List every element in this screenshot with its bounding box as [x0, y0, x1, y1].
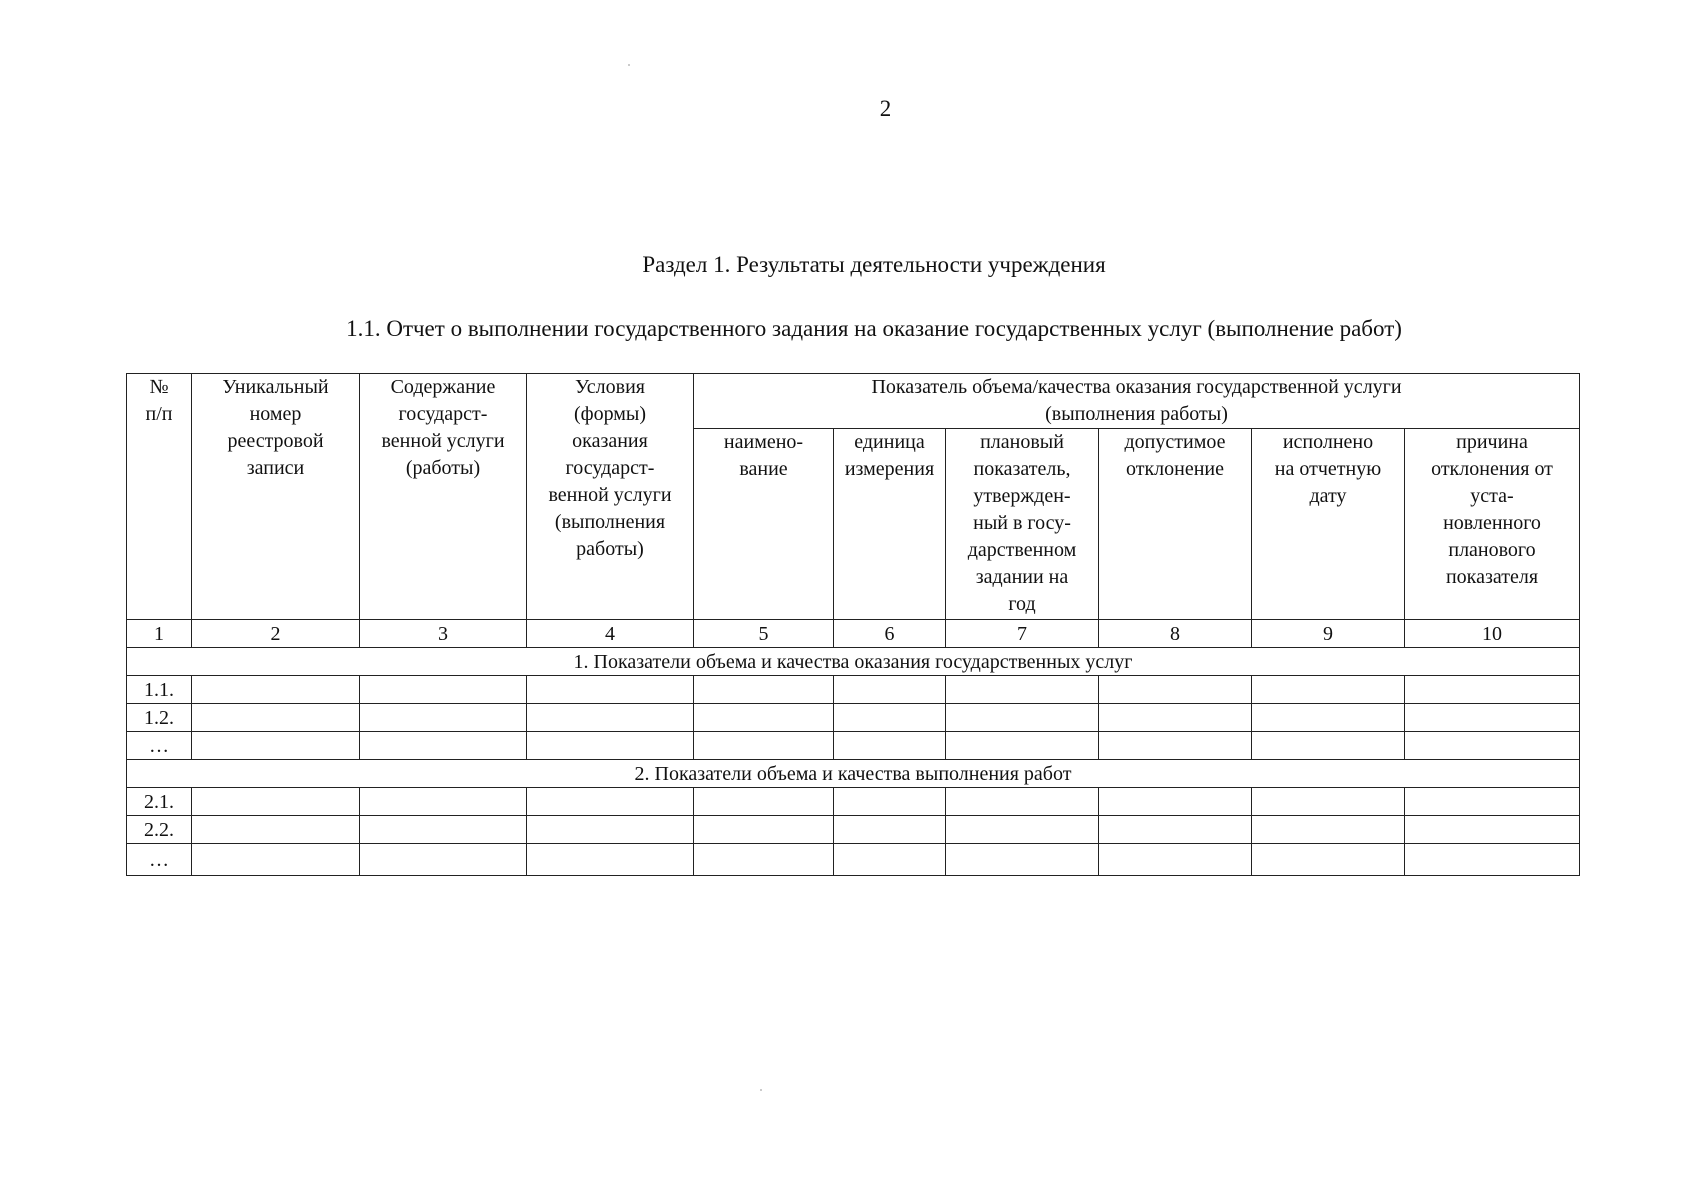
table-row [127, 844, 1580, 876]
row-number: 1.1. [127, 676, 192, 704]
table-cell [946, 844, 1099, 876]
table-cell [1099, 676, 1252, 704]
section-row-services [127, 648, 1580, 676]
table-cell [1405, 676, 1580, 704]
column-number-row [127, 620, 1580, 648]
table-cell [834, 816, 946, 844]
table-cell [527, 676, 694, 704]
column-number: 3 [360, 620, 527, 648]
table-cell [1099, 844, 1252, 876]
header-unique-record-number: Уникальный номер реестровой записи [192, 374, 360, 620]
row-number: … [127, 844, 192, 876]
column-number: 8 [1099, 620, 1252, 648]
header-name: наимено- вание [694, 429, 834, 620]
column-number: 2 [192, 620, 360, 648]
table-cell [694, 844, 834, 876]
header-allowed-deviation: допустимое отклонение [1099, 429, 1252, 620]
table-cell [527, 844, 694, 876]
table-cell [360, 676, 527, 704]
header-service-conditions: Условия (формы) оказания государст- венной услуги (выполнения работы) [527, 374, 694, 620]
table-cell [694, 732, 834, 760]
table-cell [192, 816, 360, 844]
table-cell [360, 844, 527, 876]
table-cell [1252, 732, 1405, 760]
table-row [127, 816, 1580, 844]
row-number: … [127, 732, 192, 760]
column-number: 9 [1252, 620, 1405, 648]
table-cell [1405, 844, 1580, 876]
table-cell [1405, 816, 1580, 844]
table-cell [1405, 704, 1580, 732]
table-row [127, 788, 1580, 816]
table-cell [1099, 732, 1252, 760]
table-cell [946, 816, 1099, 844]
table-row [127, 704, 1580, 732]
header-number: № п/п [127, 374, 192, 620]
column-number: 10 [1405, 620, 1580, 648]
table-cell [694, 816, 834, 844]
table-cell [192, 704, 360, 732]
header-row-top [127, 374, 1580, 429]
header-planned-value: плановый показатель, утвержден- ный в госу- дарственном задании на год [946, 429, 1099, 620]
row-number: 2.2. [127, 816, 192, 844]
table-cell [946, 676, 1099, 704]
header-indicator-group: Показатель объема/качества оказания государственной услуги (выполнения работы) [694, 374, 1580, 429]
column-number: 1 [127, 620, 192, 648]
table-cell [834, 844, 946, 876]
section-title-services: 1. Показатели объема и качества оказания государственных услуг [127, 648, 1580, 676]
table-cell [694, 676, 834, 704]
table-cell [527, 816, 694, 844]
table-cell [527, 788, 694, 816]
table-cell [694, 788, 834, 816]
header-unit: единица измерения [834, 429, 946, 620]
scan-speck [760, 1089, 762, 1091]
table-cell [834, 732, 946, 760]
scan-speck [628, 64, 630, 66]
table-cell [360, 732, 527, 760]
table-cell [1252, 816, 1405, 844]
table-cell [1252, 676, 1405, 704]
subsection-title: 1.1. Отчет о выполнении государственного задания на оказание государственных услуг (выполнение работ) [346, 316, 1402, 341]
table-cell [1252, 788, 1405, 816]
table-cell [192, 844, 360, 876]
table-row [127, 676, 1580, 704]
table-cell [192, 676, 360, 704]
header-executed: исполнено на отчетную дату [1252, 429, 1405, 620]
row-number: 1.2. [127, 704, 192, 732]
report-table [126, 373, 1580, 876]
table-cell [834, 704, 946, 732]
table-cell [1252, 704, 1405, 732]
header-service-content: Содержание государст- венной услуги (работы) [360, 374, 527, 620]
section-title: Раздел 1. Результаты деятельности учреждения [642, 252, 1106, 277]
table-cell [1405, 732, 1580, 760]
table-cell [1099, 816, 1252, 844]
table-cell [834, 676, 946, 704]
column-number: 4 [527, 620, 694, 648]
table-cell [1405, 788, 1580, 816]
section-title-works: 2. Показатели объема и качества выполнения работ [127, 760, 1580, 788]
table-cell [1252, 844, 1405, 876]
page-number: 2 [879, 96, 892, 121]
section-row-works [127, 760, 1580, 788]
header-deviation-reason: причина отклонения от уста- новленного планового показателя [1405, 429, 1580, 620]
table-cell [360, 704, 527, 732]
table-cell [1099, 788, 1252, 816]
table-cell [946, 704, 1099, 732]
table-cell [694, 704, 834, 732]
table-cell [192, 788, 360, 816]
table-cell [946, 732, 1099, 760]
column-number: 7 [946, 620, 1099, 648]
table-cell [360, 816, 527, 844]
table-cell [527, 704, 694, 732]
table-cell [527, 732, 694, 760]
column-number: 6 [834, 620, 946, 648]
table-row [127, 732, 1580, 760]
table-cell [834, 788, 946, 816]
column-number: 5 [694, 620, 834, 648]
table-cell [192, 732, 360, 760]
table-cell [946, 788, 1099, 816]
row-number: 2.1. [127, 788, 192, 816]
table-cell [1099, 704, 1252, 732]
table-cell [360, 788, 527, 816]
